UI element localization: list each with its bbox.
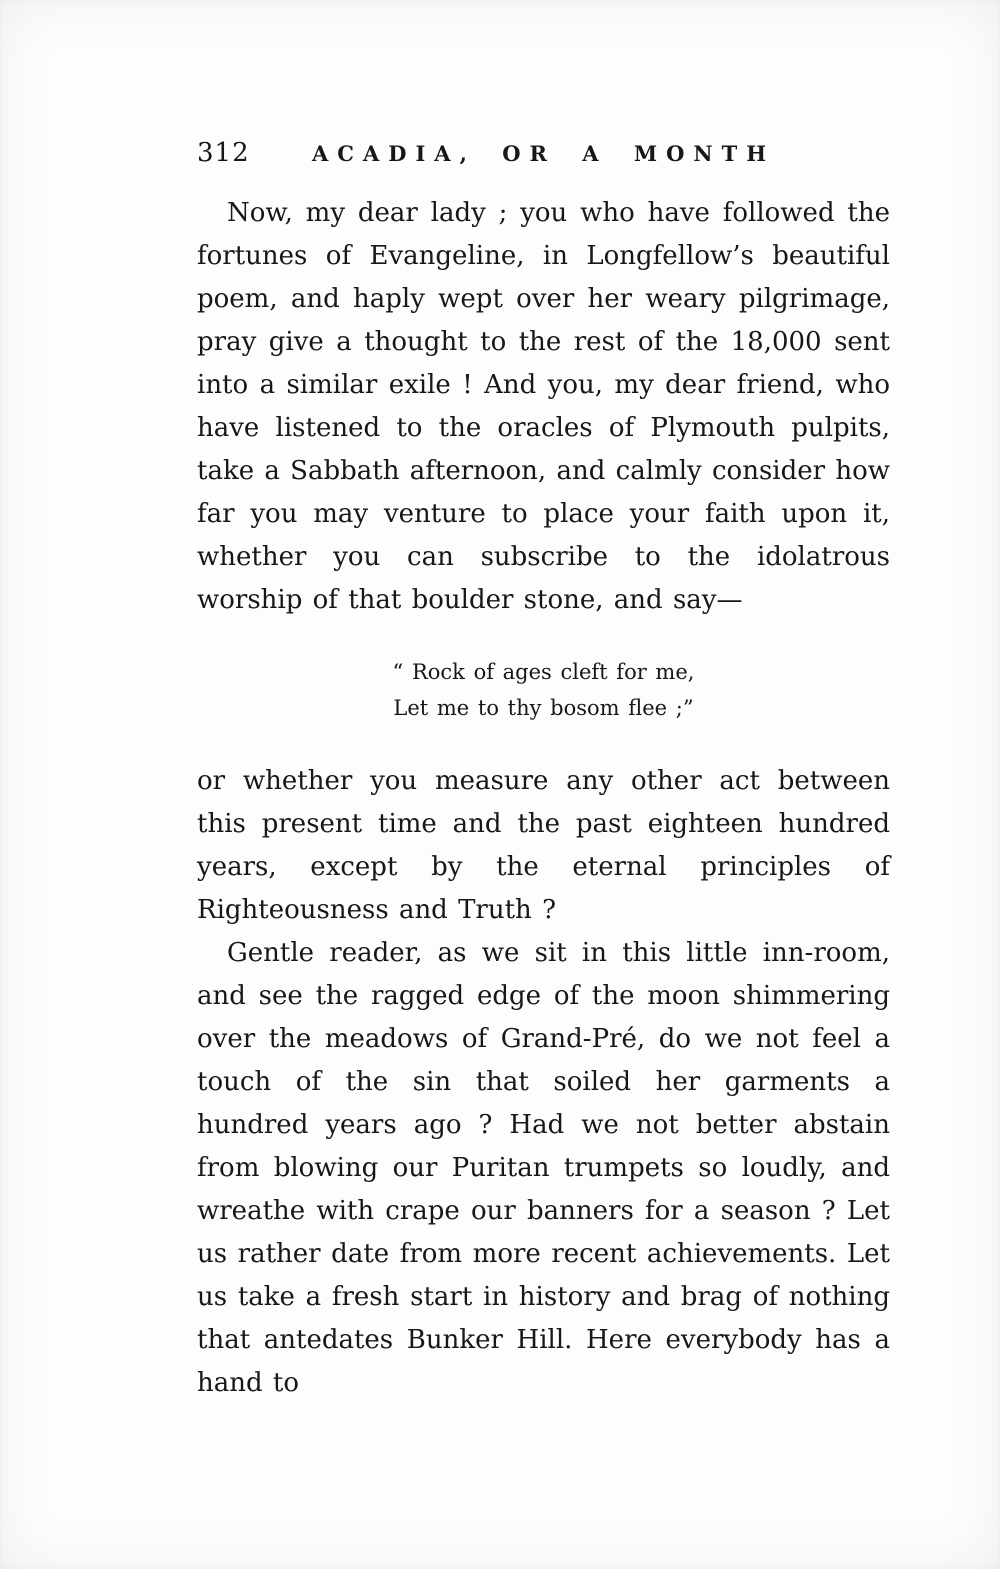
paragraph: Gentle reader, as we sit in this little inn-room, and see the ragged edge of the moon shimmering over the meadows of Grand-Pré, do we not feel a touch of the sin that soiled her garments a hundred years ago ? Had we not better abstain from blowing our Puritan trumpets so loudly, and wreathe with crape our banners for a season ? Let us rather date from more recent achievements. Let us take a fresh start in history and brag of nothing that antedates Bunker Hill. Here everybody has a hand to (197, 938, 890, 1398)
verse-quote (197, 654, 890, 726)
paragraph: or whether you measure any other act between this present time and the past eighteen hundred years, except by the eternal principles of Righteousness and Truth ? (197, 766, 890, 925)
page-header (197, 138, 890, 172)
verse-line: “ Rock of ages cleft for me, (392, 660, 695, 684)
running-head: ACADIA, OR A MONTH (311, 141, 776, 166)
page-number: 312 (197, 138, 250, 168)
paragraph: Now, my dear lady ; you who have followed the fortunes of Evangeline, in Longfellow’s beautiful poem, and haply wept over her weary pilgrimage, pray give a thought to the rest of the 18,000 sent into a similar exile ! And you, my dear friend, who have listened to the oracles of Plymouth pulpits, take a Sabbath afternoon, and calmly consider how far you may venture to place your faith upon it, whether you can subscribe to the idolatrous worship of that boulder stone, and say— (197, 198, 890, 615)
text-block (197, 192, 890, 1405)
verse-line: Let me to thy bosom flee ;” (393, 696, 694, 720)
